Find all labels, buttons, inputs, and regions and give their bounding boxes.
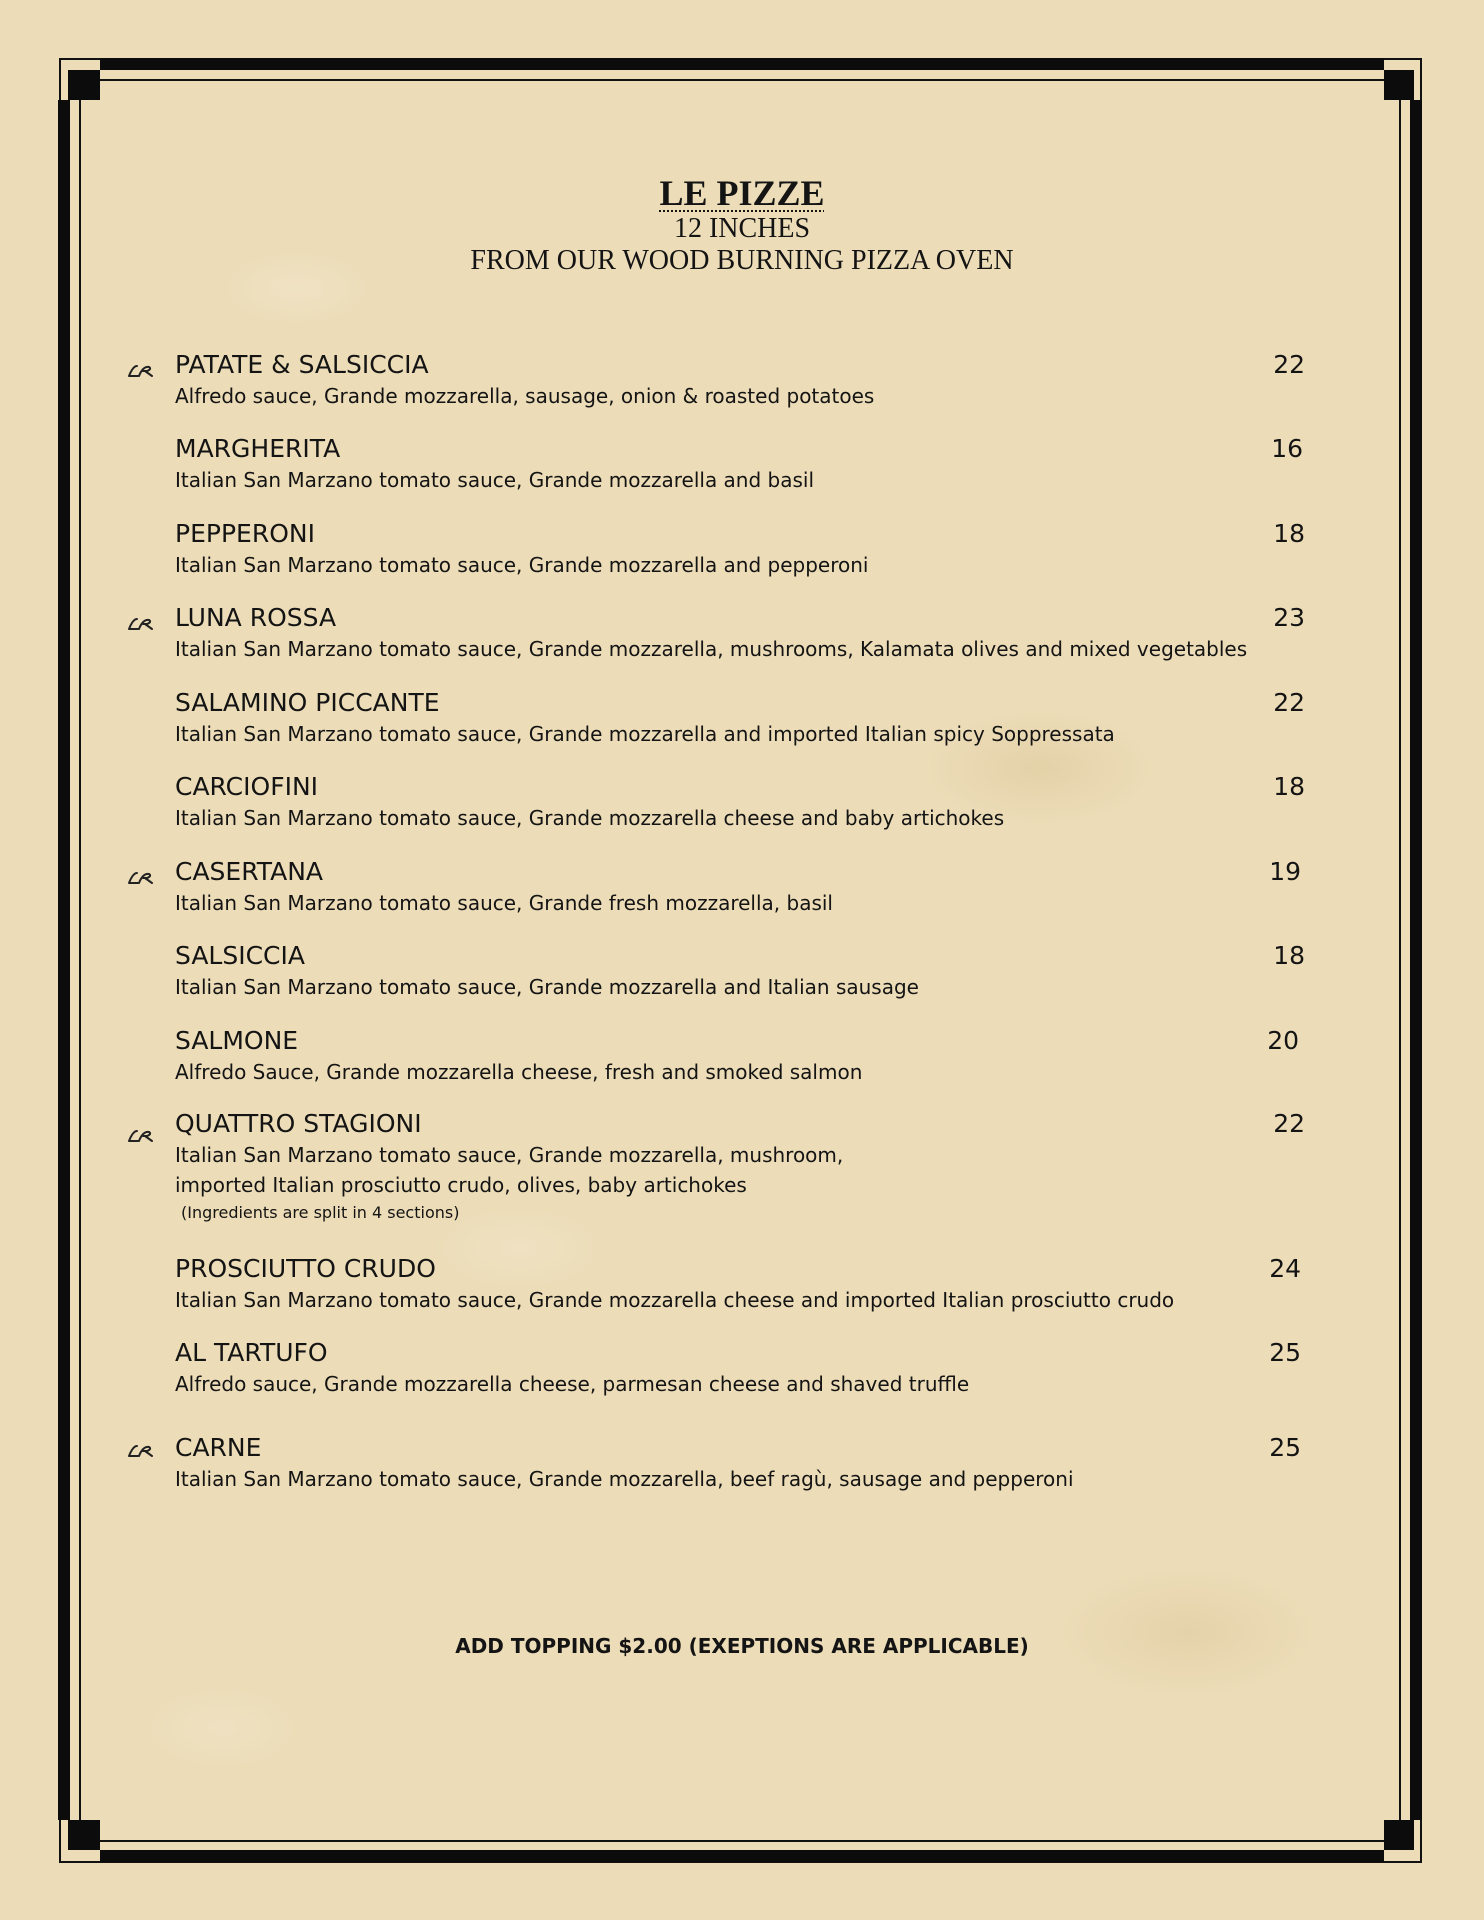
item-price: 19 bbox=[1269, 857, 1301, 886]
menu-item bbox=[175, 1109, 1315, 1226]
item-description: Italian San Marzano tomato sauce, Grande mozzarella, beef ragù, sausage and pepperoni bbox=[175, 1467, 1074, 1491]
item-price: 20 bbox=[1267, 1026, 1299, 1055]
menu-item bbox=[175, 519, 1315, 580]
item-price: 18 bbox=[1273, 519, 1305, 548]
menu-item bbox=[175, 350, 1315, 411]
item-name: QUATTRO STAGIONI bbox=[175, 1109, 422, 1138]
item-description: Italian San Marzano tomato sauce, Grande mozzarella, mushrooms, Kalamata olives and mixed vegetables bbox=[175, 637, 1248, 661]
menu-item bbox=[175, 941, 1315, 1002]
frame-corner-tl bbox=[68, 70, 100, 100]
item-description: Italian San Marzano tomato sauce, Grande mozzarella and Italian sausage bbox=[175, 975, 919, 999]
menu-item bbox=[175, 688, 1315, 749]
frame-corner-tr bbox=[1384, 70, 1414, 100]
item-description: Italian San Marzano tomato sauce, Grande mozzarella and imported Italian spicy Soppressata bbox=[175, 722, 1115, 746]
menu-item bbox=[175, 1433, 1315, 1494]
item-description: Italian San Marzano tomato sauce, Grande mozzarella cheese and imported Italian prosciutto crudo bbox=[175, 1288, 1175, 1312]
item-price: 23 bbox=[1273, 603, 1305, 632]
item-price: 18 bbox=[1273, 772, 1305, 801]
signature-logo-icon bbox=[125, 615, 155, 633]
item-price: 22 bbox=[1273, 688, 1305, 717]
item-description: Italian San Marzano tomato sauce, Grande fresh mozzarella, basil bbox=[175, 891, 833, 915]
frame-bottom-bar bbox=[100, 1850, 1384, 1862]
menu-title: LE PIZZE bbox=[659, 173, 825, 213]
menu-item bbox=[175, 857, 1315, 918]
item-name: CARNE bbox=[175, 1433, 262, 1462]
item-price: 25 bbox=[1269, 1338, 1301, 1367]
item-name: AL TARTUFO bbox=[175, 1338, 328, 1367]
item-description: Alfredo sauce, Grande mozzarella, sausage, onion & roasted potatoes bbox=[175, 384, 875, 408]
menu-item bbox=[175, 603, 1315, 664]
menu-item bbox=[175, 772, 1315, 833]
item-description: Italian San Marzano tomato sauce, Grande mozzarella, mushroom, bbox=[175, 1143, 844, 1167]
signature-logo-icon bbox=[125, 1442, 155, 1460]
menu-size: 12 INCHES bbox=[673, 213, 811, 244]
item-description: Italian San Marzano tomato sauce, Grande mozzarella and pepperoni bbox=[175, 553, 869, 577]
item-price: 18 bbox=[1273, 941, 1305, 970]
item-price: 22 bbox=[1273, 1109, 1305, 1138]
frame-left-bar bbox=[58, 100, 70, 1820]
frame-corner-bl bbox=[68, 1820, 100, 1850]
topping-note: ADD TOPPING $2.00 (EXEPTIONS ARE APPLICABLE) bbox=[455, 1634, 1029, 1658]
item-name: CASERTANA bbox=[175, 857, 324, 886]
item-name: PROSCIUTTO CRUDO bbox=[175, 1254, 436, 1283]
frame-top-bar bbox=[100, 58, 1384, 70]
item-price: 22 bbox=[1273, 350, 1305, 379]
item-name: SALAMINO PICCANTE bbox=[175, 688, 440, 717]
signature-logo-icon bbox=[125, 869, 155, 887]
item-name: SALSICCIA bbox=[175, 941, 305, 970]
item-description: Italian San Marzano tomato sauce, Grande mozzarella cheese and baby artichokes bbox=[175, 806, 1005, 830]
item-note: (Ingredients are split in 4 sections) bbox=[181, 1203, 460, 1222]
item-name: SALMONE bbox=[175, 1026, 299, 1055]
item-price: 24 bbox=[1269, 1254, 1301, 1283]
signature-logo-icon bbox=[125, 1127, 155, 1145]
menu-item bbox=[175, 1254, 1315, 1315]
item-description: Alfredo Sauce, Grande mozzarella cheese, fresh and smoked salmon bbox=[175, 1060, 863, 1084]
item-price: 25 bbox=[1269, 1433, 1301, 1462]
item-name: PATATE & SALSICCIA bbox=[175, 350, 429, 379]
menu-item bbox=[175, 1026, 1315, 1087]
menu-item bbox=[175, 434, 1315, 495]
item-description: Italian San Marzano tomato sauce, Grande mozzarella and basil bbox=[175, 468, 815, 492]
item-name: PEPPERONI bbox=[175, 519, 315, 548]
frame-right-bar bbox=[1410, 100, 1422, 1820]
item-name: CARCIOFINI bbox=[175, 772, 319, 801]
item-name: LUNA ROSSA bbox=[175, 603, 337, 632]
signature-logo-icon bbox=[125, 362, 155, 380]
item-description-line-2: imported Italian prosciutto crudo, olives, baby artichokes bbox=[175, 1173, 747, 1197]
item-name: MARGHERITA bbox=[175, 434, 341, 463]
item-price: 16 bbox=[1271, 434, 1303, 463]
menu-subtitle: FROM OUR WOOD BURNING PIZZA OVEN bbox=[470, 245, 1014, 276]
menu-item bbox=[175, 1338, 1315, 1399]
frame-corner-br bbox=[1384, 1820, 1414, 1850]
item-description: Alfredo sauce, Grande mozzarella cheese, parmesan cheese and shaved truffle bbox=[175, 1372, 970, 1396]
